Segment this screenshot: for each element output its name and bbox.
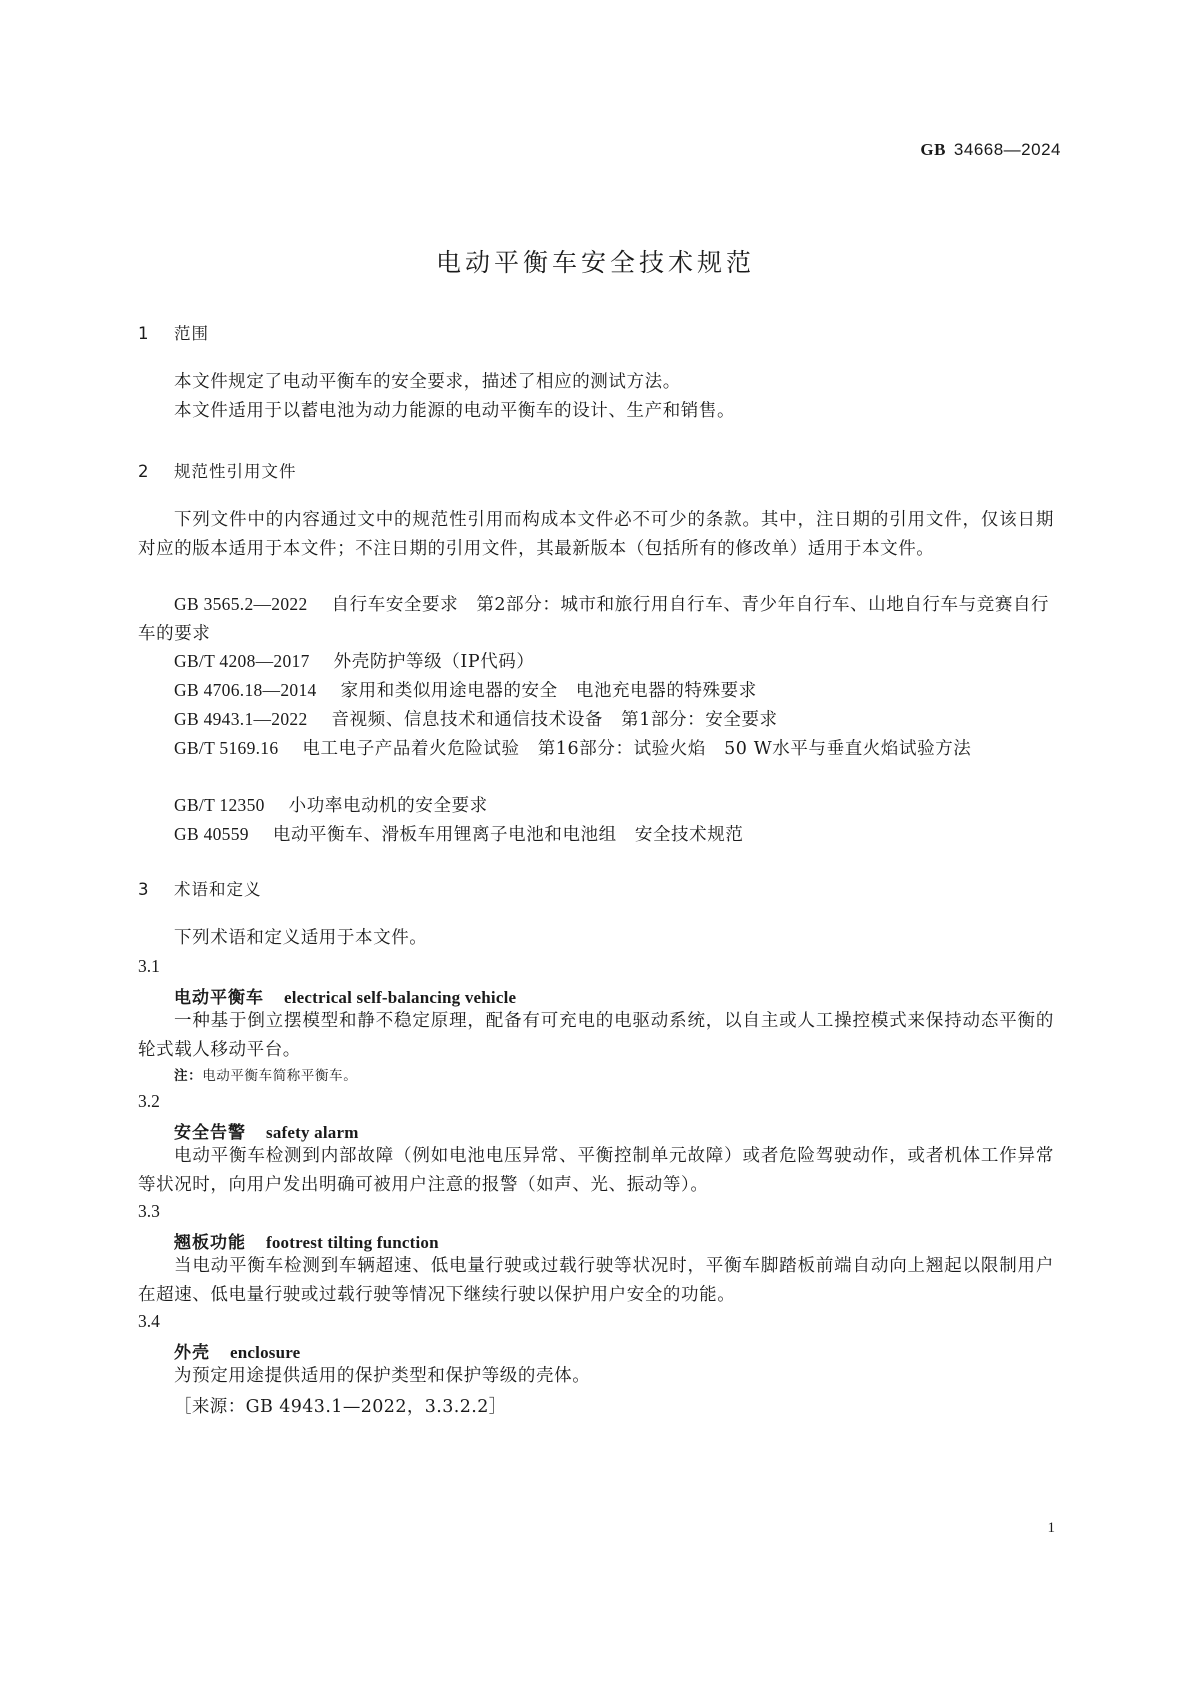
reference-title: 外壳防护等级（IP代码）	[333, 652, 535, 672]
section-1-heading	[138, 320, 209, 344]
term-heading	[174, 983, 516, 1008]
term-note	[174, 1064, 357, 1084]
term-en: footrest tilting function	[266, 1233, 439, 1252]
standard-prefix: GB	[920, 140, 946, 159]
reference-item	[138, 590, 1054, 649]
clause-number: 3.3	[138, 1201, 160, 1221]
note-label: 注：	[174, 1068, 203, 1084]
section-number: 2	[138, 462, 150, 481]
standard-code: 34668—2024	[953, 140, 1061, 159]
section-title: 规范性引用文件	[174, 462, 297, 481]
clause-number: 3.4	[138, 1311, 160, 1331]
reference-code: GB/T 12350	[174, 795, 265, 815]
standard-number	[920, 140, 1061, 160]
term-en: electrical self-balancing vehicle	[284, 988, 517, 1007]
term-definition: 一种基于倒立摆模型和静不稳定原理，配备有可充电的电驱动系统，以自主或人工操控模式来保持动态平衡的轮式载人移动平台。	[138, 1011, 1054, 1060]
term-source: ［来源：GB 4943.1—2022，3.3.2.2］	[174, 1397, 507, 1417]
reference-item	[138, 791, 1054, 821]
term-zh: 安全告警	[174, 1123, 246, 1143]
reference-title: 家用和类似用途电器的安全 电池充电器的特殊要求	[340, 681, 757, 701]
reference-title: 电动平衡车、滑板车用锂离子电池和电池组 安全技术规范	[272, 825, 744, 845]
document-title: 电动平衡车安全技术规范	[435, 248, 755, 277]
paragraph: 本文件适用于以蓄电池为动力能源的电动平衡车的设计、生产和销售。	[174, 401, 736, 421]
reference-item	[138, 676, 1054, 706]
paragraph: 本文件规定了电动平衡车的安全要求，描述了相应的测试方法。	[174, 372, 681, 392]
reference-title: 小功率电动机的安全要求	[288, 796, 488, 816]
term-definition: 当电动平衡车检测到车辆超速、低电量行驶或过载行驶等状况时，平衡车脚踏板前端自动向上翘起以限制用户在超速、低电量行驶或过载行驶等情况下继续行驶以保护用户安全的功能。	[138, 1256, 1054, 1305]
term-en: safety alarm	[266, 1123, 359, 1142]
term-heading	[174, 1118, 359, 1143]
term-definition: 电动平衡车检测到内部故障（例如电池电压异常、平衡控制单元故障）或者危险驾驶动作，或者机体工作异常等状况时，向用户发出明确可被用户注意的报警（如声、光、振动等）。	[138, 1146, 1054, 1195]
reference-code: GB 4943.1—2022	[174, 709, 308, 729]
term-definition: 为预定用途提供适用的保护类型和保护等级的壳体。	[174, 1366, 591, 1386]
paragraph: 下列术语和定义适用于本文件。	[174, 928, 428, 948]
paragraph: 下列文件中的内容通过文中的规范性引用而构成本文件必不可少的条款。其中，注日期的引用文件，仅该日期对应的版本适用于本文件；不注日期的引用文件，其最新版本（包括所有的修改单）适用于本文件。	[138, 510, 1054, 559]
section-title: 术语和定义	[174, 880, 262, 899]
section-3-heading	[138, 876, 262, 900]
term-heading	[174, 1338, 300, 1363]
term-heading	[174, 1228, 439, 1253]
term-zh: 翘板功能	[174, 1233, 246, 1253]
section-title: 范围	[174, 324, 209, 343]
reference-code: GB/T 4208—2017	[174, 651, 310, 671]
term-zh: 电动平衡车	[174, 988, 264, 1008]
section-2-heading	[138, 458, 297, 482]
reference-code: GB 3565.2—2022	[174, 594, 308, 614]
section-number: 3	[138, 880, 150, 899]
term-zh: 外壳	[174, 1343, 210, 1363]
reference-item	[138, 647, 1054, 677]
reference-code: GB 40559	[174, 824, 249, 844]
reference-item	[138, 705, 1054, 735]
term-en: enclosure	[230, 1343, 301, 1362]
reference-code: GB 4706.18—2014	[174, 680, 317, 700]
reference-title: 自行车安全要求 第2部分：城市和旅行用自行车、青少年自行车、山地自行车与竞赛自行车的要求	[138, 595, 1050, 644]
clause-number: 3.1	[138, 956, 160, 976]
reference-title: 电工电子产品着火危险试验 第16部分：试验火焰 50 W水平与垂直火焰试验方法	[302, 739, 972, 759]
reference-title: 音视频、信息技术和通信技术设备 第1部分：安全要求	[331, 710, 778, 730]
section-number: 1	[138, 324, 150, 343]
reference-item	[138, 820, 1054, 850]
note-text: 电动平衡车简称平衡车。	[202, 1068, 358, 1084]
clause-number: 3.2	[138, 1091, 160, 1111]
reference-item	[138, 734, 1054, 764]
page-number: 1	[1047, 1520, 1055, 1536]
reference-code: GB/T 5169.16	[174, 738, 279, 758]
